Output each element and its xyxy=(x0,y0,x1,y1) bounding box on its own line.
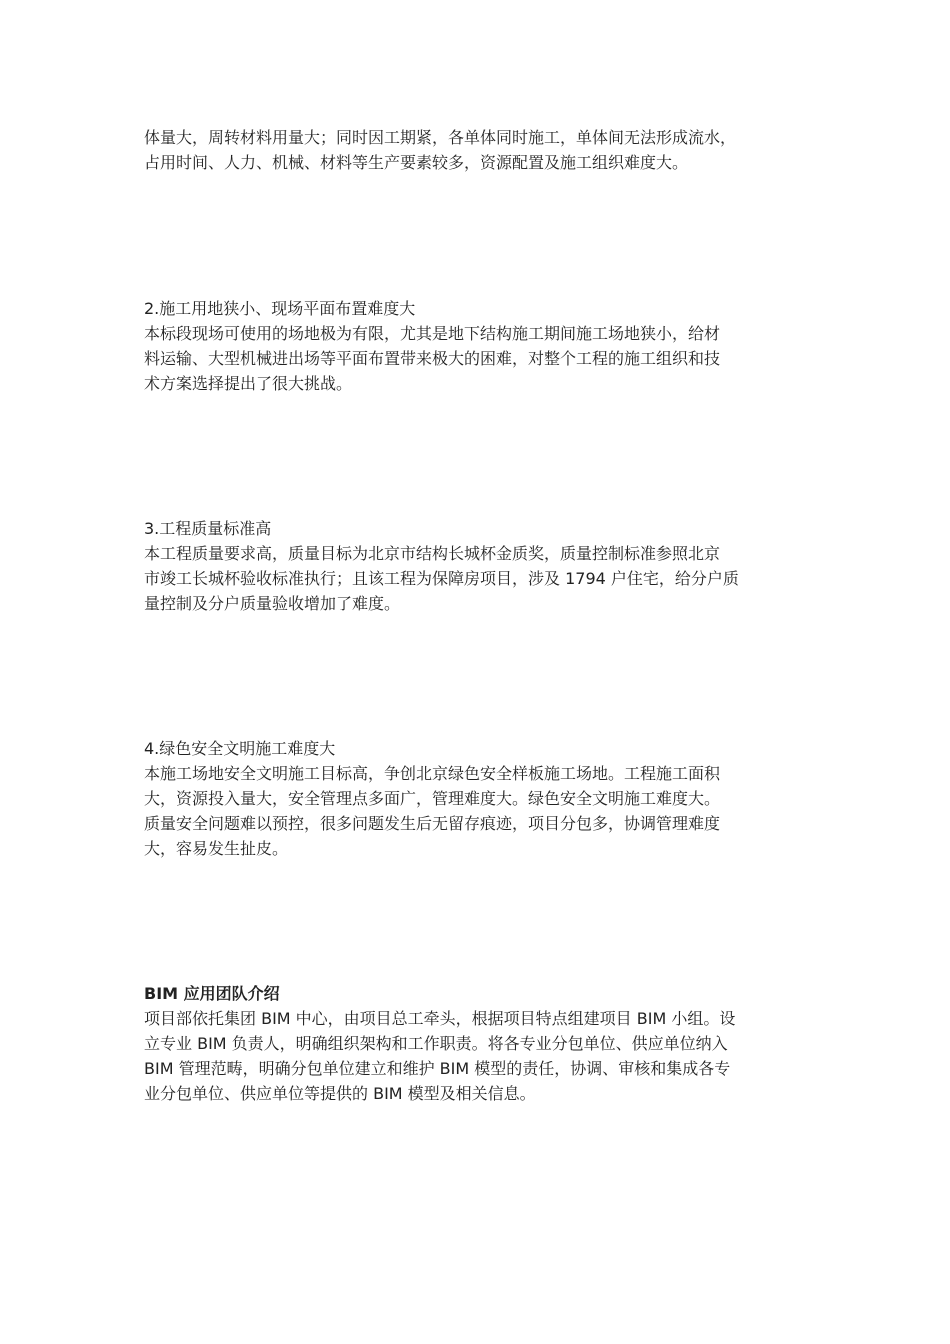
section-heading: 3.工程质量标准高 xyxy=(144,519,272,538)
body-line: 体量大，周转材料用量大；同时因工期紧，各单体同时施工，单体间无法形成流水， xyxy=(144,128,737,147)
section-heading-bold: BIM 应用团队介绍 xyxy=(144,984,280,1003)
body-line: 本标段现场可使用的场地极为有限，尤其是地下结构施工期间施工场地狭小，给材 xyxy=(144,324,721,343)
section-bim-team xyxy=(144,981,808,1106)
paragraph-resource-difficulty xyxy=(144,125,808,175)
body-line: 质量安全问题难以预控，很多问题发生后无留存痕迹，项目分包多，协调管理难度 xyxy=(144,814,721,833)
body-line: 项目部依托集团 BIM 中心，由项目总工牵头，根据项目特点组建项目 BIM 小组。设 xyxy=(144,1009,736,1028)
body-line: 量控制及分户质量验收增加了难度。 xyxy=(144,594,401,613)
body-line: 本施工场地安全文明施工目标高，争创北京绿色安全样板施工场地。工程施工面积 xyxy=(144,764,721,783)
body-line: 本工程质量要求高，质量目标为北京市结构长城杯金质奖，质量控制标准参照北京 xyxy=(144,544,721,563)
body-line: 大，容易发生扯皮。 xyxy=(144,839,289,858)
section-quality-standard xyxy=(144,516,808,616)
body-line: 大，资源投入量大，安全管理点多面广，管理难度大。绿色安全文明施工难度大。 xyxy=(144,789,721,808)
body-line: 料运输、大型机械进出场等平面布置带来极大的困难，对整个工程的施工组织和技 xyxy=(144,349,721,368)
body-line: 术方案选择提出了很大挑战。 xyxy=(144,374,353,393)
section-green-safety xyxy=(144,736,808,861)
section-heading: 2.施工用地狭小、现场平面布置难度大 xyxy=(144,299,416,318)
body-line: BIM 管理范畴，明确分包单位建立和维护 BIM 模型的责任，协调、审核和集成各专 xyxy=(144,1059,731,1078)
body-line: 业分包单位、供应单位等提供的 BIM 模型及相关信息。 xyxy=(144,1084,536,1103)
body-line: 立专业 BIM 负责人，明确组织架构和工作职责。将各专业分包单位、供应单位纳入 xyxy=(144,1034,728,1053)
section-site-constraints xyxy=(144,296,808,396)
body-line: 占用时间、人力、机械、材料等生产要素较多，资源配置及施工组织难度大。 xyxy=(144,153,689,172)
body-line: 市竣工长城杯验收标准执行；且该工程为保障房项目，涉及 1794 户住宅，给分户质 xyxy=(144,569,739,588)
section-heading: 4.绿色安全文明施工难度大 xyxy=(144,739,336,758)
